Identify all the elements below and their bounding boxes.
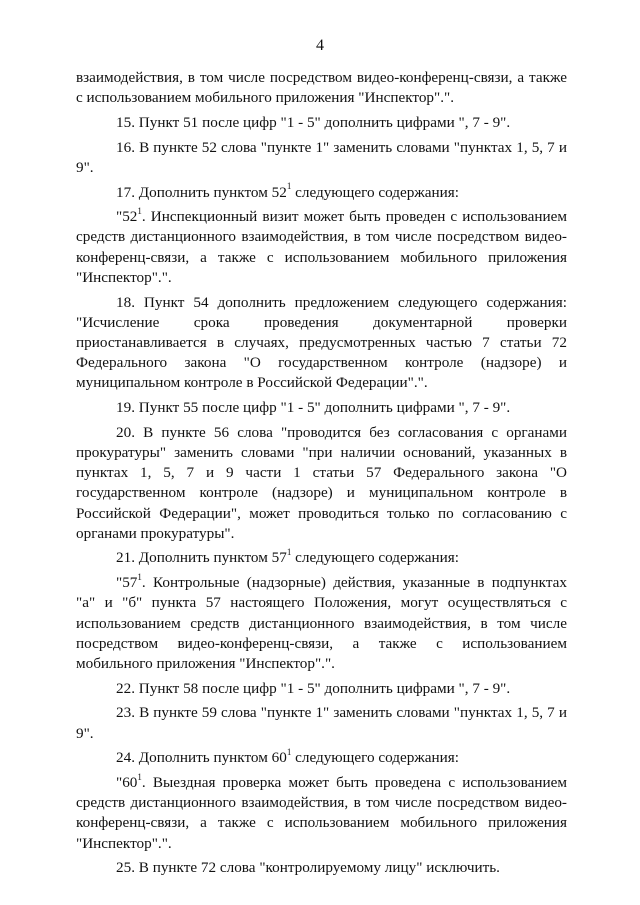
quoted-paragraph-60-1-superscript: 1 (137, 771, 142, 782)
quoted-paragraph-57-1 (76, 573, 567, 674)
quoted-paragraph-57-1-superscript: 1 (137, 572, 142, 583)
paragraph-15: 15. Пункт 51 после цифр "1 - 5" дополнить цифрами ", 7 - 9". (116, 113, 511, 131)
paragraph-continuation: взаимодействия, в том числе посредством видео-конференц-связи, а также с использованием мобильного приложения "Инспектор".". (76, 69, 567, 107)
paragraph-19: 19. Пункт 55 после цифр "1 - 5" дополнить цифрами ", 7 - 9". (116, 399, 511, 417)
quoted-paragraph-52-1-before: "52 (116, 208, 138, 226)
paragraph-17 (76, 183, 567, 203)
document-body (76, 68, 567, 879)
quoted-paragraph-52-1 (76, 207, 567, 288)
paragraph-17-after: следующего содержания: (291, 183, 459, 201)
paragraph-25: 25. В пункте 72 слова "контролируемому лицу" исключить. (116, 859, 500, 877)
page-number: 4 (316, 37, 324, 54)
paragraph-17-before: 17. Дополнить пунктом 52 (116, 183, 287, 201)
paragraph-21-after: следующего содержания: (291, 549, 459, 567)
paragraph-22: 22. Пункт 58 после цифр "1 - 5" дополнить цифрами ", 7 - 9". (116, 679, 511, 697)
paragraph-20: 20. В пункте 56 слова "проводится без согласования с органами прокуратуры" заменить словами "при наличии оснований, указанных в пунктах 1, 5, 7 и 9 части 1 статьи 57 Федерального закона "О государственном контроле (надзоре) и муниципальном контроле в Российской Федерации", может проводиться только по согласованию с органами прокуратуры". (76, 423, 567, 542)
paragraph-24-superscript: 1 (286, 747, 292, 758)
paragraph-24-before: 24. Дополнить пунктом 60 (116, 749, 287, 767)
paragraph-21 (76, 548, 567, 568)
paragraph-16: 16. В пункте 52 слова "пункте 1" заменить словами "пунктах 1, 5, 7 и 9". (76, 138, 567, 176)
paragraph-21-before: 21. Дополнить пунктом 57 (116, 549, 287, 567)
quoted-paragraph-60-1-before: "60 (116, 774, 138, 791)
paragraph-24-after: следующего содержания: (291, 749, 459, 767)
paragraph-21-superscript: 1 (286, 547, 292, 558)
paragraph-24 (76, 748, 567, 768)
paragraph-17-superscript: 1 (286, 181, 292, 192)
quoted-paragraph-52-1-after: . Инспекционный визит может быть проведен с использованием средств дистанционного взаимодействия, в том числе посредством видео-конференц-связи, а также с использованием мобильного приложения "Инспектор".". (76, 208, 567, 286)
quoted-paragraph-57-1-before: "57 (116, 574, 138, 592)
quoted-paragraph-60-1 (76, 773, 567, 854)
quoted-paragraph-52-1-superscript: 1 (137, 206, 142, 217)
quoted-paragraph-60-1-after: . Выездная проверка может быть проведена с использованием средств дистанционного взаимодействия, в том числе посредством видео-конференц-связи, а также с использованием мобильного приложения "Инспектор".". (76, 774, 567, 852)
paragraph-18: 18. Пункт 54 дополнить предложением следующего содержания: "Исчисление срока проведения документарной проверки приостанавливается в случаях, предусмотренных частью 7 статьи 72 Федерального закона "О государственном контроле (надзоре) и муниципальном контроле в Российской Федерации".". (76, 293, 567, 392)
paragraph-23: 23. В пункте 59 слова "пункте 1" заменить словами "пунктах 1, 5, 7 и 9". (76, 704, 567, 742)
quoted-paragraph-57-1-after: . Контрольные (надзорные) действия, указанные в подпунктах "а" и "б" пункта 57 настоящего Положения, могут осуществляться с использованием средств дистанционного взаимодействия, в том числе посредством видео-конференц-связи, а также с использованием мобильного приложения "Инспектор".". (76, 574, 567, 672)
